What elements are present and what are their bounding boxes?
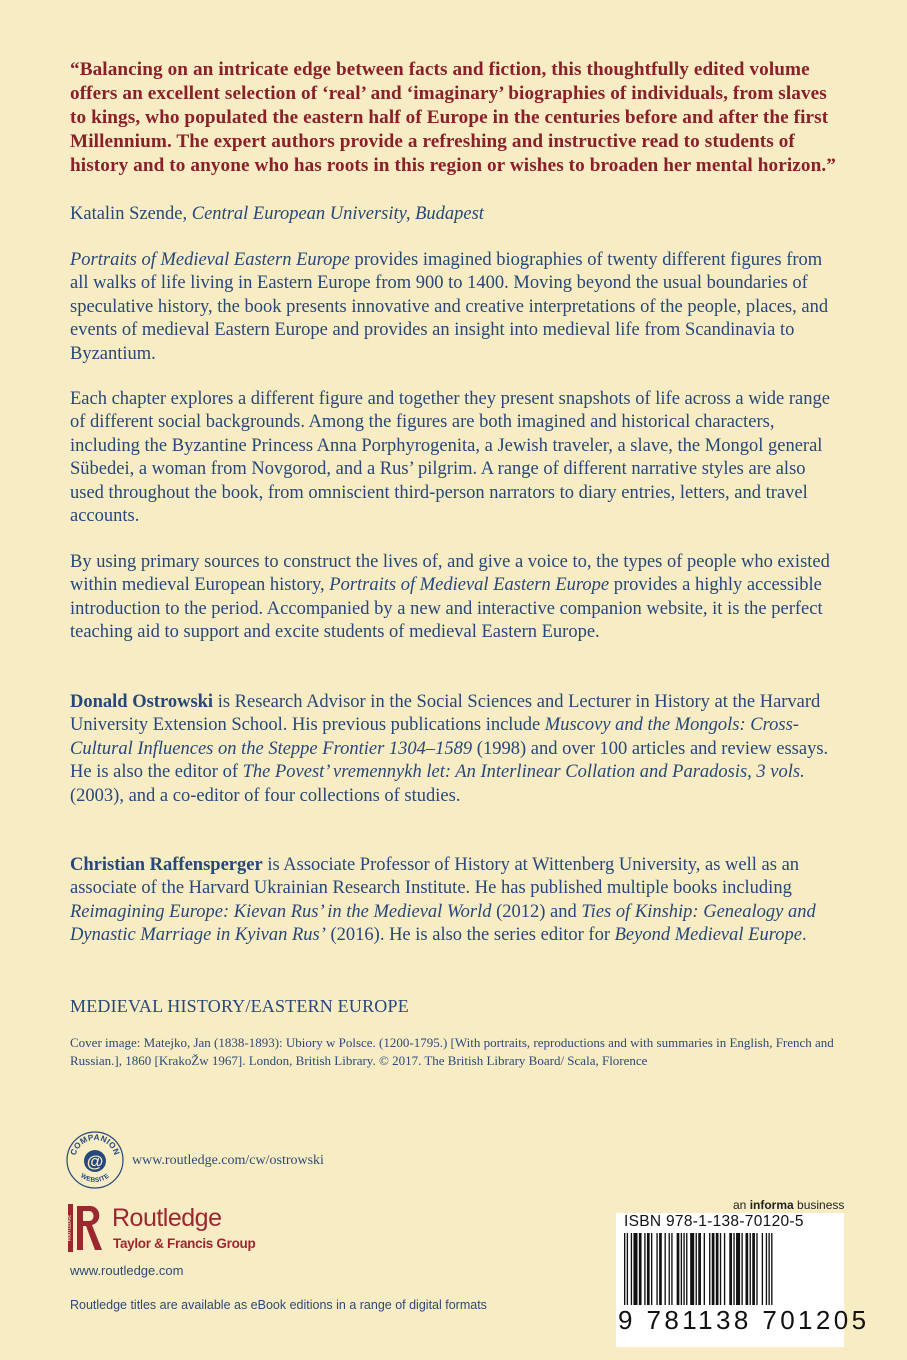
barcode-bar [712, 1233, 715, 1305]
barcode-bar [683, 1233, 684, 1305]
barcode-bar [696, 1233, 697, 1305]
informa-business-tag: an informa business [733, 1198, 845, 1212]
svg-text:WEBSITE [79, 1172, 111, 1184]
barcode-bar [686, 1233, 687, 1305]
barcode-bar [698, 1233, 701, 1305]
barcode-bar [704, 1233, 705, 1305]
barcode-bar [639, 1233, 642, 1305]
barcode-bar [633, 1233, 637, 1305]
barcode-bar [736, 1233, 740, 1305]
endorsement-quote: “Balancing on an intricate edge between facts and fiction, this thoughtfully edited volume offers an excellent selection of ‘real’ and ‘imaginary’ biographies of individuals, from slaves to kings, who populated the eastern half of Europe in the centuries before and after the first Millennium. The expert authors provide a refreshing and instructive read to students of history and to anyone who has roots in this region or wishes to broaden her mental horizon.” [70, 59, 836, 176]
barcode-bar [741, 1233, 742, 1305]
barcode-bar [746, 1233, 749, 1305]
barcode-bar [766, 1233, 767, 1305]
companion-website-link[interactable]: www.routledge.com/cw/ostrowski [132, 1153, 324, 1168]
companion-website-icon [65, 1130, 125, 1190]
barcode-bar [762, 1233, 763, 1305]
barcode-bar [752, 1233, 755, 1305]
barcode-bar [659, 1233, 662, 1305]
isbn-label: ISBN 978-1-138-70120-5 [624, 1213, 804, 1230]
barcode-bar [624, 1233, 625, 1305]
companion-badge-symbol: @ [86, 1152, 104, 1171]
ebook-note: Routledge titles are available as eBook editions in a range of digital formats [70, 1298, 487, 1312]
companion-badge-bottom: WEBSITE [79, 1172, 111, 1185]
barcode-bar [720, 1233, 721, 1305]
barcode-bar [651, 1233, 652, 1305]
barcode-bar [656, 1233, 657, 1305]
description-paragraph-2: Each chapter explores a different figure and together they present snapshots of life across a wide range of different social backgrounds. Among the figures are both imagined and historical characters, including the Byzantine Princess Anna Porphyrogenita, a Jewish traveler, a slave, the Mongol general Sübedei, a woman from Novgorod, and a Rus’ pilgrim. A range of different narrative styles are also used throughout the book, from omniscient third-person narrators to diary entries, letters, and travel accounts. [70, 389, 830, 527]
barcode-bar [681, 1233, 682, 1305]
book-title: Portraits of Medieval Eastern Europe [329, 575, 610, 596]
description-paragraph-1: Portraits of Medieval Eastern Europe provides imagined biographies of twenty different figures from all walks of life living in Eastern Europe from 900 to 1400. Moving beyond the usual boundaries of speculative history, the book presents innovative and creative interpretations of the people, places, and events of medieval Eastern Europe and provides an insight into medieval life from Scandinavia to Byzantium. [70, 250, 829, 364]
barcode-bar [729, 1233, 732, 1305]
barcode-bar [690, 1233, 694, 1305]
author-name: Donald Ostrowski [70, 692, 214, 712]
barcode-bar [733, 1233, 734, 1305]
barcode-bar [644, 1233, 645, 1305]
companion-badge-top: COMPANION [68, 1132, 122, 1157]
isbn-barcode [616, 1213, 870, 1347]
barcode-bar [669, 1233, 670, 1305]
publisher-website-link[interactable]: www.routledge.com [70, 1263, 184, 1278]
routledge-logo-icon [66, 1202, 106, 1254]
barcode-digits: 9 781138 701205 [618, 1305, 870, 1335]
barcode-bar [677, 1233, 680, 1305]
barcode-bar [665, 1233, 666, 1305]
book-title: Portraits of Medieval Eastern Europe [70, 250, 350, 270]
barcode-bar [724, 1233, 725, 1305]
barcode-bar [756, 1233, 757, 1305]
description-paragraph-3: By using primary sources to construct the lives of, and give a voice to, the types of people who existed within medieval European history, Portraits of Medieval Eastern Europe provides a highly accessible introduction to the period. Accompanied by a new and interactive companion website, it is the perfect teaching aid to support and excite students of medieval Eastern Europe. [70, 552, 830, 643]
publisher-group: Taylor & Francis Group [113, 1236, 256, 1251]
endorsement-attribution [70, 202, 840, 226]
barcode-bar [631, 1233, 632, 1305]
cover-image-credit: Cover image: Matejko, Jan (1838-1893): Ubiory w Polsce. (1200-1795.) [With portraits, reproductions and with summaries in English, French and Russian.], 1860 [KrakoŽw 1967]. London, British Library. © 2017. The British Library Board/ Scala, Florence [70, 1035, 834, 1068]
endorser-affiliation: Central European University, Budapest [191, 204, 484, 224]
author-bio-raffensperger: Christian Raffensperger is Associate Professor of History at Wittenberg University, as well as an associate of the Harvard Ukrainian Research Institute. He has published multiple books including Reimagining Europe: Kievan Rus’ in the Medieval World (2012) and Ties of Kinship: Genealogy and Dynastic Marriage in Kyivan Rus’ (2016). He is also the series editor for Beyond Medieval Europe. [70, 855, 816, 946]
publisher-name: Routledge [112, 1204, 222, 1232]
barcode-bar [771, 1233, 772, 1305]
barcode-bar [709, 1233, 710, 1305]
endorser-name: Katalin Szende, [70, 204, 188, 224]
barcode-bar [716, 1233, 719, 1305]
barcode-bar [647, 1233, 650, 1305]
author-name: Christian Raffensperger [70, 855, 263, 875]
barcode-bar [627, 1233, 628, 1305]
subject-category: MEDIEVAL HISTORY/EASTERN EUROPE [70, 996, 409, 1016]
routledge-logo-text: ROUTLEDGE [66, 1214, 72, 1242]
author-bio-ostrowski: Donald Ostrowski is Research Advisor in the Social Sciences and Lecturer in History at the Harvard University Extension School. His previous publications include Muscovy and the Mongols: Cross-Cultural Influences on the Steppe Frontier 1304–1589 (1998) and over 100 articles and review essays. He is also the editor of The Povest’ vremennykh let: An Interlinear Collation and Paradosis, 3 vols. (2003), and a co-editor of four collections of studies. [70, 692, 829, 806]
barcode-bar [768, 1233, 769, 1305]
barcode-bars [622, 1233, 838, 1305]
barcode-bar [750, 1233, 751, 1305]
barcode-bar [671, 1233, 672, 1305]
